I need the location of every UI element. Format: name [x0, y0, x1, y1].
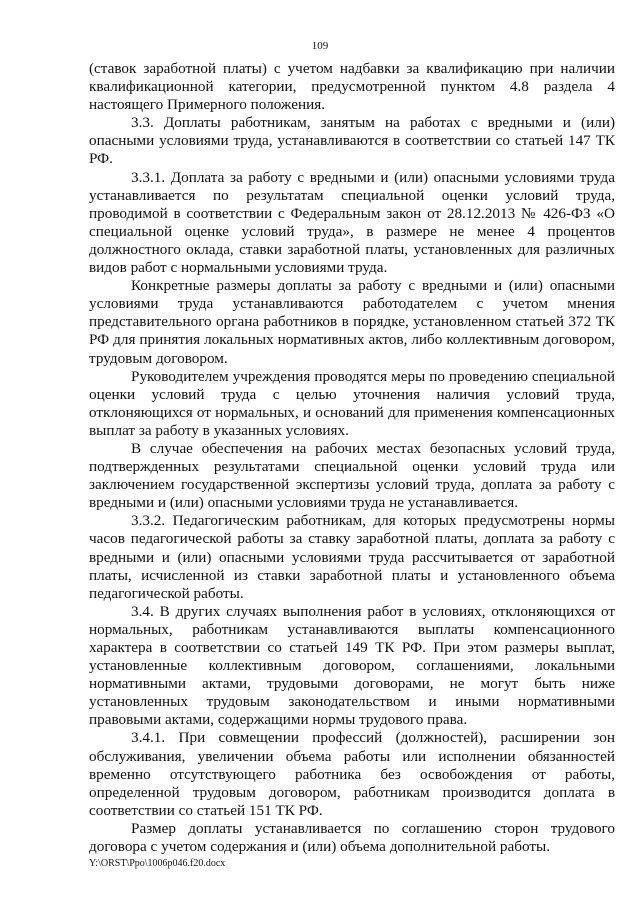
footer-file-path: Y:\ORST\Ppo\1006p046.f20.docx: [89, 858, 226, 869]
paragraph-3-3-2: 3.3.2. Педагогическим работникам, для которых предусмотрены нормы часов педагогической работы за ставку заработной платы, доплата за работу с вредными и (или) опасными условиями труда рассчитывается от заработной платы, исчисленной из ставки заработной платы и установленного объема педагогической работы.: [89, 512, 615, 602]
paragraph-3-3-1: 3.3.1. Доплата за работу с вредными и (или) опасными условиями труда устанавливается по результатам специальной оценки условий труда, проводимой в соответствии с Федеральным закон от 28.12.2013 № 426-ФЗ «О специальной оценке условий труда», в размере не менее 4 процентов должностного оклада, ставки заработной платы, установленных для различных видов работ с нормальными условиями труда.: [89, 168, 615, 277]
paragraph-assessment-measures: Руководителем учреждения проводятся меры по проведению специальной оценки условий труда с целью уточнения наличия условий труда, отклоняющихся от нормальных, и оснований для применения компенсационных выплат за работу в указанных условиях.: [89, 367, 615, 439]
paragraph-continuation: (ставок заработной платы) с учетом надбавки за квалификацию при наличии квалификационной категории, предусмотренной пунктом 4.8 раздела 4 настоящего Примерного положения.: [89, 60, 615, 114]
paragraph-safe-conditions: В случае обеспечения на рабочих местах безопасных условий труда, подтвержденных результатами специальной оценки условий труда или заключением государственной экспертизы условий труда, доплата за работу с вредными и (или) опасными условиями труда не устанавливается.: [89, 439, 615, 512]
paragraph-specific-amounts: Конкретные размеры доплаты за работу с вредными и (или) опасными условиями труда устанавливаются работодателем с учетом мнения представительного органа работников в порядке, установленном статьей 372 ТК РФ для принятия локальных нормативных актов, либо коллективным договором, трудовым договором.: [89, 277, 615, 367]
paragraph-3-3: 3.3. Доплаты работникам, занятым на работах с вредными и (или) опасными условиями труда, устанавливаются в соответствии со статьей 147 ТК РФ.: [89, 114, 615, 168]
paragraph-3-4: 3.4. В других случаях выполнения работ в условиях, отклоняющихся от нормальных, работникам устанавливаются выплаты компенсационного характера в соответствии со статьей 149 ТК РФ. При этом размеры выплат, установленные коллективным договором, соглашениями, локальными нормативными актами, трудовыми договорами, не могут быть ниже установленных трудовым законодательством и иными нормативными правовыми актами, содержащими нормы трудового права.: [89, 602, 615, 729]
paragraph-3-4-1: 3.4.1. При совмещении профессий (должностей), расширении зон обслуживания, увеличении объема работы или исполнении обязанностей временно отсутствующего работника без освобождения от работы, определенной трудовым договором, работникам производится доплата в соответствии со статьей 151 ТК РФ.: [89, 729, 615, 819]
page-number: 109: [311, 40, 329, 52]
paragraph-additional-pay-amount: Размер доплаты устанавливается по соглашению сторон трудового договора с учетом содержания и (или) объема дополнительной работы.: [89, 819, 615, 856]
document-body: [89, 60, 615, 856]
